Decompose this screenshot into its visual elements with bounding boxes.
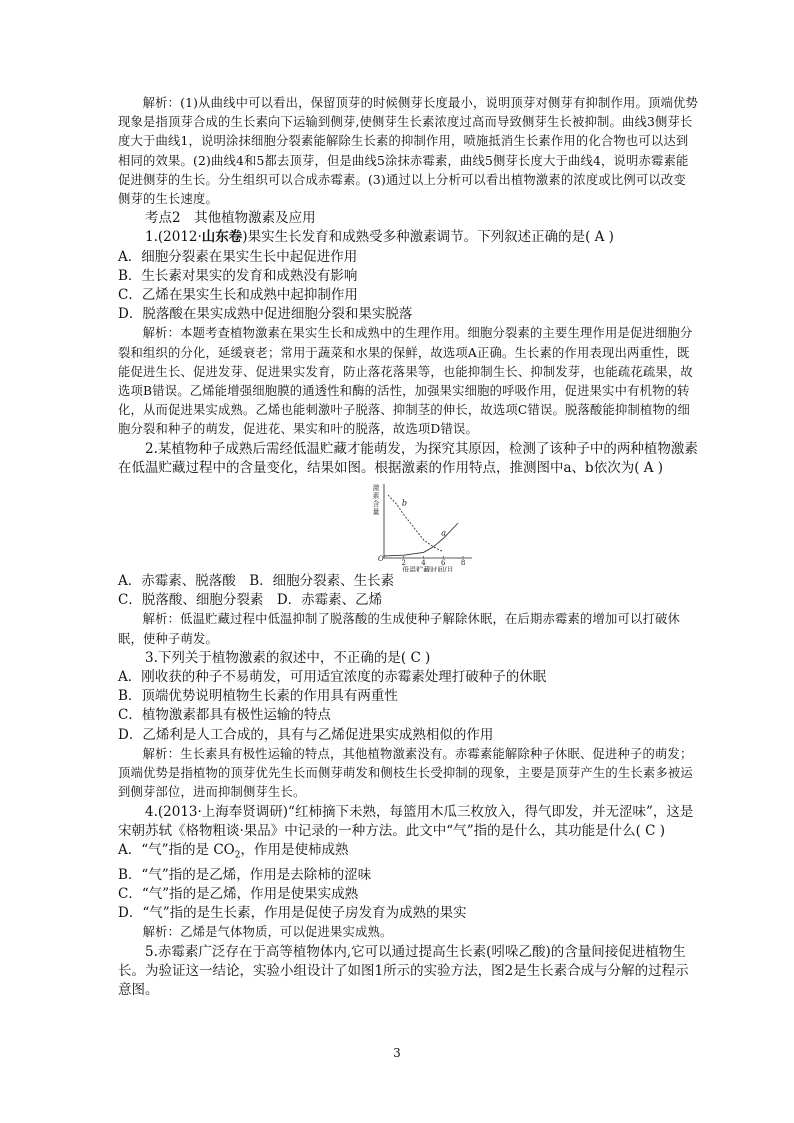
series-line-a (384, 523, 458, 556)
question-4-option-a-rest: ，作用是使柿成熟 (240, 841, 349, 858)
x-tick-label: 8 (460, 559, 466, 568)
origin-label: O (378, 555, 384, 564)
y-axis-label-char: 素 (372, 492, 380, 501)
question-2-options-line1: A．赤霉素、脱落酸 B．细胞分裂素、生长素 (118, 573, 395, 590)
question-2-explanation: 解析：低温贮藏过程中低温抑制了脱落酸的生成使种子解除休眠，在后期赤霉素的增加可以打破休眠，使种子萌发。 (118, 612, 680, 646)
explanation-paragraph: 解析：(1)从曲线中可以看出，保留顶芽的时候侧芽长度最小，说明顶芽对侧芽有抑制作用。顶端优势现象是指顶芽合成的生长素向下运输到侧芽,使侧芽生长素浓度过高而导致侧芽生长被抑制。曲线3侧芽长度大于曲线1，说明涂抹细胞分裂素能解除生长素的抑制作用，喷施抵消生长素作用的化合物也可以达到相同的效果。(2)曲线4和5都去顶芽，但是曲线5涂抹赤霉素，曲线5侧芽长度大于曲线4，说明赤霉素能促进侧芽的生长。分生组织可以合成赤霉素。(3)通过以上分析可以看出植物激素的浓度或比例可以改变侧芽的生长速度。 (118, 96, 698, 207)
series-label-b: b (401, 498, 407, 508)
question-3-option-c: C．植物激素都具有极性运输的特点 (118, 707, 331, 724)
question-4-option-a-text: A．“气”指的是 CO (118, 841, 235, 858)
x-tick-label: 6 (441, 559, 446, 568)
question-1-option-a: A．细胞分裂素在果实生长中起促进作用 (118, 248, 358, 265)
question-3-option-d: D．乙烯利是人工合成的，具有与乙烯促进果实成熟相似的作用 (118, 726, 494, 743)
section-heading: 考点2 其他植物激素及应用 (145, 210, 316, 227)
series-line-b (388, 495, 443, 552)
question-4-stem: 4.(2013·上海奉贤调研)“红柿摘下未熟，每篮用木瓜三枚放入，得气即发，并无涩味”，这是宋朝苏轼《格物粗谈·果品》中记录的一种方法。此文中“气”指的是什么，其功能是什么( C ) (118, 803, 694, 839)
question-3-explanation: 解析：生长素具有极性运输的特点，其他植物激素没有。赤霉素能解除种子休眠、促进种子的萌发；顶端优势是指植物的顶芽优先生长而侧芽萌发和侧枝生长受抑制的现象，主要是顶芽产生的生长素多被运到侧芽部位，进而抑制侧芽生长。 (118, 746, 693, 800)
question-1-prefix: 1.(2012· (145, 229, 202, 246)
question-1-stem (118, 228, 698, 247)
question-3-option-b: B．顶端优势说明植物生长素的作用具有两重性 (118, 688, 398, 705)
question-4-explanation: 解析：乙烯是气体物质，可以促进果实成熟。 (142, 925, 393, 940)
series-label-a: a (441, 528, 447, 538)
question-1-option-d: D．脱落酸在果实成熟中促进细胞分裂和果实脱落 (118, 306, 413, 323)
y-axis-label-char: 激 (372, 484, 380, 493)
question-1-source: 山东卷 (201, 229, 243, 246)
page-content (118, 94, 698, 1000)
question-4-option-b: B．“气”指的是乙烯，作用是去除柿的涩味 (118, 866, 372, 883)
question-4-option-c: C．“气”指的是乙烯，作用是使果实成熟 (118, 886, 359, 902)
question-5-stem: 5.赤霉素广泛存在于高等植物体内,它可以通过提高生长素(吲哚乙酸)的含量间接促进植物生长。为验证这一结论，实验小组设计了如图1所示的实验方法，图2是生长素合成与分解的过程示意图。 (118, 943, 689, 999)
x-tick-label: 4 (421, 559, 426, 568)
question-1-option-b: B．生长素对果实的发育和成熟没有影响 (118, 267, 358, 284)
question-1-option-c: C．乙烯在果实生长和成熟中起抑制作用 (118, 287, 358, 304)
x-axis-label: 低温贮藏时间/月 (402, 566, 454, 573)
page-number: 3 (393, 1046, 401, 1060)
question-2-options-line2: C．脱落酸、细胞分裂素 D．赤霉素、乙烯 (118, 592, 383, 609)
question-1-text: )果实生长发育和成熟受多种激素调节。下列叙述正确的是( A ) (242, 229, 614, 246)
question-2-stem: 2.某植物种子成熟后需经低温贮藏才能萌发，为探究其原因，检测了该种子中的两种植物激素在低温贮藏过程中的含量变化，结果如图。根据激素的作用特点，推测图中a、b依次为( A ) (118, 440, 698, 476)
x-tick-label: 2 (401, 559, 406, 568)
y-axis-label-char: 含 (372, 500, 380, 509)
question-4-option-d: D．“气”指的是生长素，作用是促使子房发育为成熟的果实 (118, 905, 467, 922)
hormone-chart-svg (368, 480, 478, 572)
co2-subscript: 2 (234, 850, 241, 861)
y-axis-label-char: 量 (372, 508, 380, 517)
question-4-option-a (118, 841, 698, 866)
hormone-chart (368, 480, 478, 572)
question-1-explanation: 解析：本题考查植物激素在果实生长和成熟中的生理作用。细胞分裂素的主要生理作用是促进细胞分裂和组织的分化，延缓衰老；常用于蔬菜和水果的保鲜，故选项A正确。生长素的作用表现出两重性，既能促进生长、促进发芽、促进果实发育，防止落花落果等，也能抑制生长、抑制发芽，也能疏花疏果，故选项B错误。乙烯能增强细胞膜的通透性和酶的活性，加强果实细胞的呼吸作用，促进果实中有机物的转化，从而促进果实成熟。乙烯也能刺激叶子脱落、抑制茎的伸长，故选项C错误。脱落酸能抑制植物的细胞分裂和种子的萌发，促进花、果实和叶的脱落，故选项D错误。 (118, 326, 693, 437)
question-3-stem: 3.下列关于植物激素的叙述中，不正确的是( C ) (145, 649, 431, 666)
question-3-option-a: A．刚收获的种子不易萌发，可用适宜浓度的赤霉素处理打破种子的休眠 (118, 669, 547, 686)
